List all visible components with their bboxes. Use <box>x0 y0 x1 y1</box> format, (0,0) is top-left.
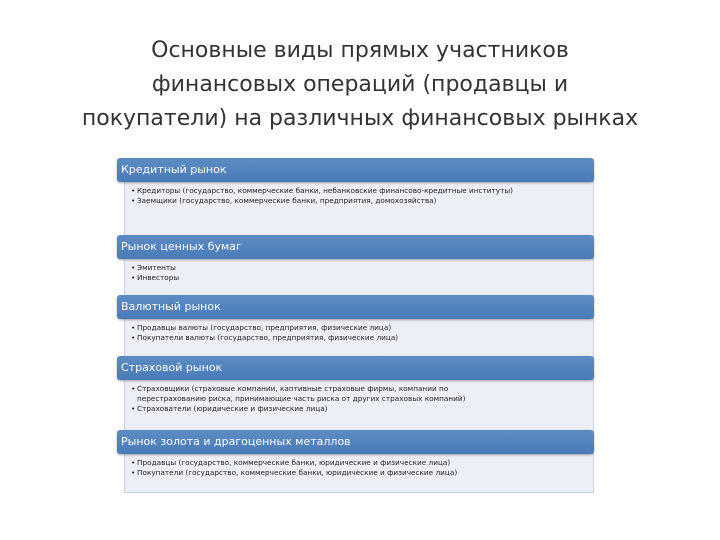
list-item <box>131 404 587 414</box>
title-line: покупатели) на различных финансовых рынках <box>81 106 639 131</box>
bullet-icon: • <box>131 263 136 272</box>
list-item-text: Эмитенты <box>137 263 176 272</box>
list-item-text: Страховщики (страховые компании, каптивные страховые фирмы, компании по перестрахованию риска, принимающие часть риска от других страховых компаний) <box>137 384 466 403</box>
list-item-text: Кредиторы (государство, коммерческие банки, небанковские финансово-кредитные институты) <box>137 186 513 195</box>
list-item-text: Продавцы (государство, коммерческие банки, юридические и физические лица) <box>137 458 451 467</box>
list-item <box>131 196 587 206</box>
bullet-icon: • <box>131 186 136 195</box>
section-header: Рынок золота и драгоценных металлов <box>117 430 594 454</box>
title-line: Основные виды прямых участников <box>151 38 569 63</box>
bullet-icon: • <box>131 404 136 413</box>
bullet-icon: • <box>131 384 136 393</box>
section-securities-market <box>117 235 594 296</box>
section-header: Кредитный рынок <box>117 158 594 182</box>
list-item <box>131 273 587 283</box>
section-credit-market <box>117 158 594 237</box>
bullet-icon: • <box>131 196 136 205</box>
bullet-icon: • <box>131 333 136 342</box>
section-body <box>124 379 594 433</box>
bullet-icon: • <box>131 458 136 467</box>
bullet-icon: • <box>131 468 136 477</box>
list-item-text: Покупатели валюты (государство, предприятия, физические лица) <box>137 333 399 342</box>
slide-title <box>0 34 720 136</box>
list-item-text: Инвесторы <box>137 273 180 282</box>
section-header: Рынок ценных бумаг <box>117 235 594 259</box>
list-item <box>131 468 587 478</box>
section-gold-market <box>117 430 594 493</box>
section-body <box>124 258 594 296</box>
list-item-text: Заемщики (государство, коммерческие банки, предприятия, домохозяйства) <box>137 196 437 205</box>
list-item <box>131 333 587 343</box>
list-item <box>131 384 517 404</box>
list-item <box>131 458 587 468</box>
section-body <box>124 453 594 493</box>
bullet-icon: • <box>131 273 136 282</box>
section-currency-market <box>117 295 594 358</box>
section-header: Страховой рынок <box>117 356 594 380</box>
section-body <box>124 181 594 237</box>
list-item <box>131 263 587 273</box>
section-body <box>124 318 594 358</box>
section-insurance-market <box>117 356 594 433</box>
list-item <box>131 186 587 196</box>
list-item-text: Покупатели (государство, коммерческие банки, юридические и физические лица) <box>137 468 458 477</box>
bullet-icon: • <box>131 323 136 332</box>
list-item <box>131 323 587 333</box>
section-header: Валютный рынок <box>117 295 594 319</box>
list-item-text: Продавцы валюты (государство, предприятия, физические лица) <box>137 323 392 332</box>
list-item-text: Страхователи (юридические и физические лица) <box>137 404 328 413</box>
title-line: финансовых операций (продавцы и <box>151 72 569 97</box>
